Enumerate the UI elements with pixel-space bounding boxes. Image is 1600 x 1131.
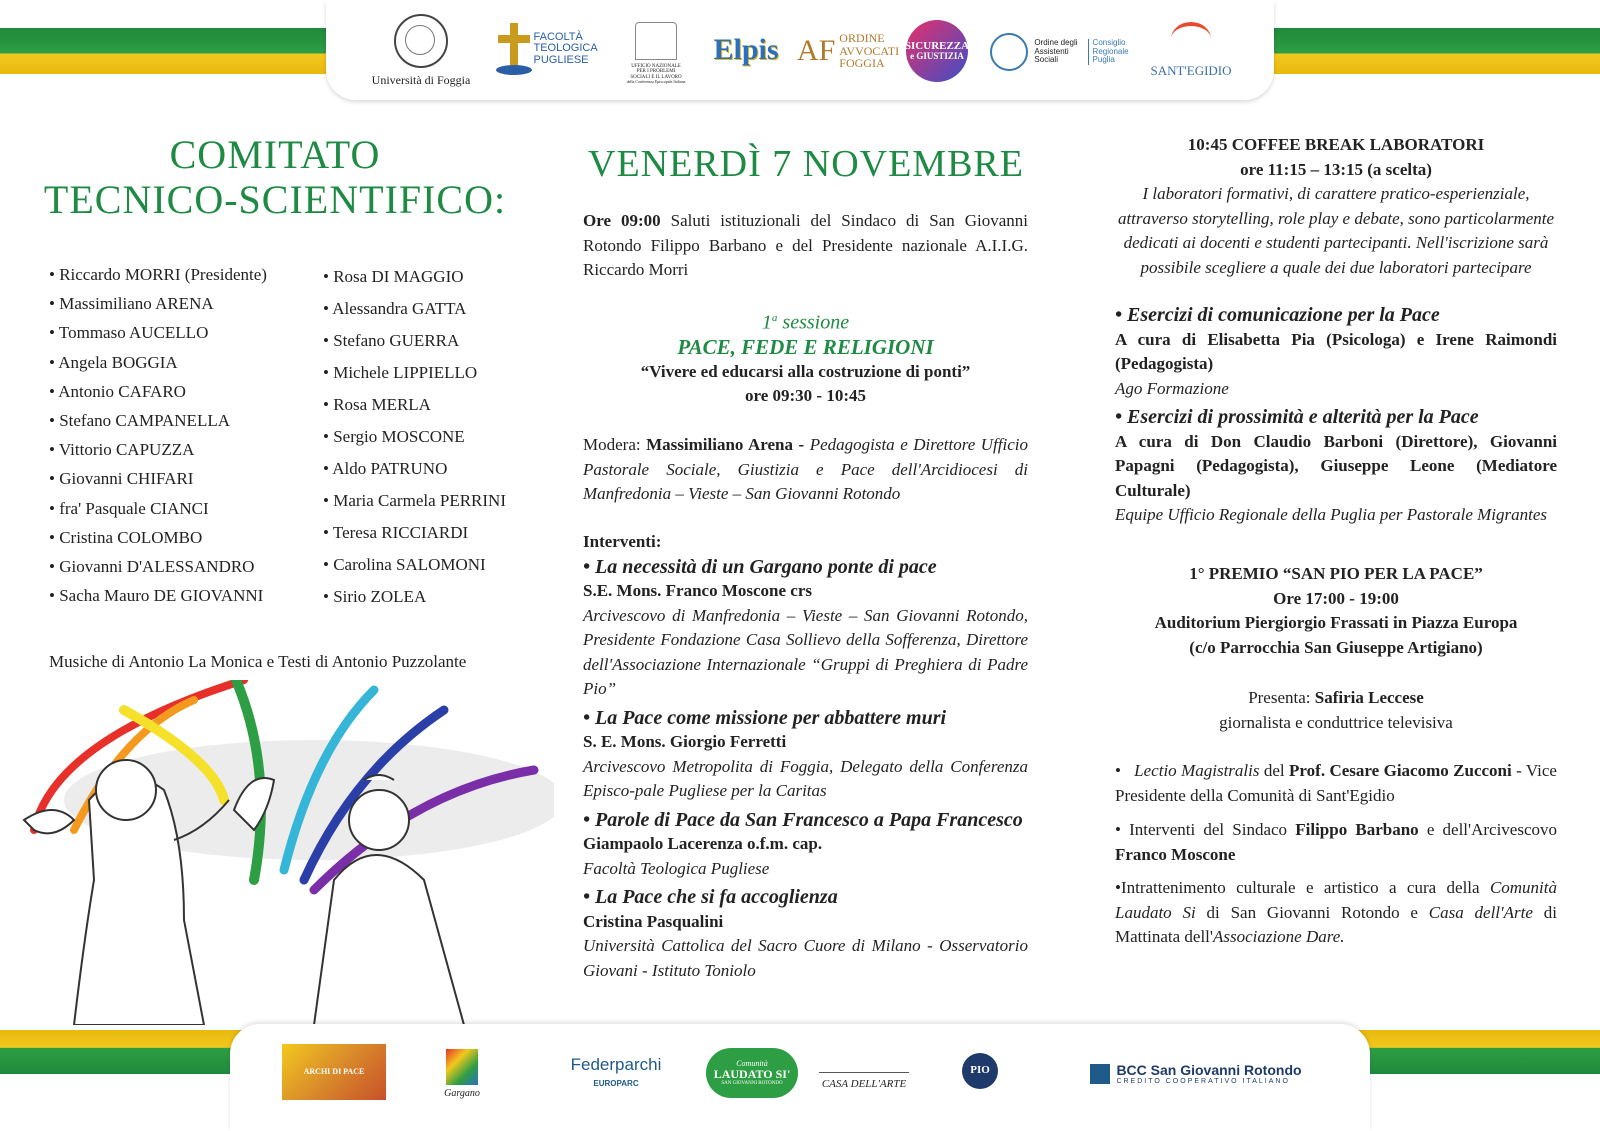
labs <box>1115 303 1557 528</box>
member: • fra' Pasquale CIANCI <box>49 494 267 523</box>
intervention-speaker: Cristina Pasqualini <box>583 911 724 931</box>
coffee-break-block <box>1115 133 1557 280</box>
pio-icon: PIO <box>962 1053 998 1089</box>
prize-venue: Auditorium Piergiorgio Frassati in Piazza Europa <box>1154 613 1518 632</box>
members-list-1 <box>49 260 267 610</box>
prize-block <box>1115 562 1557 660</box>
lab-description: I laboratori formativi, di carattere pratico-esperienziale, attraverso storytelling, role play e debate, sono particolarmente dedicati ai docenti e studenti partecipanti. Nell'iscrizione sarà possibile scegliere a quale dei due laboratori partecipare <box>1117 184 1555 277</box>
member: • Teresa RICCIARDI <box>323 518 506 550</box>
member: • Aldo PATRUNO <box>323 454 506 486</box>
interventi-sindaco: • Interventi del Sindaco Filippo Barbano e dell'Arcivescovo Franco Moscone <box>1115 820 1557 864</box>
saints-illustration <box>14 680 554 1025</box>
laudato-si-logo: Comunità LAUDATO SI' SAN GIOVANNI ROTONDO <box>706 1048 798 1098</box>
member: • Stefano CAMPANELLA <box>49 406 267 435</box>
music-credits: Musiche di Antonio La Monica e Testi di Antonio Puzzolante <box>49 652 467 671</box>
lab-org: Ago Formazione <box>1115 378 1229 398</box>
member: • Riccardo MORRI (Presidente) <box>49 260 267 289</box>
lab-curator: A cura di Elisabetta Pia (Psicologa) e Irene Raimondi (Pedagogista) <box>1115 329 1557 373</box>
unifg-logo: Università di Foggia <box>366 12 476 88</box>
member: • Sacha Mauro DE GIOVANNI <box>49 581 267 610</box>
flower-icon <box>990 33 1028 71</box>
intrattenimento: •Intrattenimento culturale e artistico a cura della Comunità Laudato Si di San Giovanni Rotondo e Casa dell'Arte di Mattinata dell'Associazione Dare. <box>1115 878 1557 946</box>
lab-time: ore 11:15 – 13:15 (a scelta) <box>1240 159 1432 179</box>
presenter-block: Presenta: Safiria Leccese giornalista e conduttrice televisiva <box>1115 686 1557 735</box>
santegidio-logo: SANT'EGIDIO <box>1141 18 1241 82</box>
member: • Maria Carmela PERRINI <box>323 486 506 518</box>
member: • Michele LIPPIELLO <box>323 358 506 390</box>
lab-title: • Esercizi di prossimità e alterità per la Pace <box>1115 406 1479 428</box>
intervention-speaker: S.E. Mons. Franco Moscone crs <box>583 581 813 600</box>
member: • Alessandra GATTA <box>323 294 506 326</box>
archi-di-pace-logo: ARCHI DI PACE <box>282 1044 386 1100</box>
prize-time: Ore 17:00 - 19:00 <box>1273 588 1399 608</box>
coffee-break: 10:45 COFFEE BREAK LABORATORI <box>1187 135 1485 154</box>
elpis-logo: Elpis <box>713 33 779 67</box>
gargano-logo: Gargano <box>442 1044 482 1104</box>
gargano-icon <box>446 1049 478 1085</box>
sicurezza-giustizia-logo: SICUREZZA e GIUSTIZIA <box>906 20 968 82</box>
houses-icon <box>819 1054 909 1073</box>
facolta-logo: FACOLTÀ TEOLOGICA PUGLIESE <box>486 14 611 84</box>
member: • Rosa DI MAGGIO <box>323 262 506 294</box>
opening-greetings: Ore 09:00 Saluti istituzionali del Sindaco di San Giovanni Rotondo Filippo Barbano e del Presidente nazionale A.I.I.G. Riccardo Morri <box>583 211 1029 279</box>
intervention-title: • Parole di Pace da San Francesco a Papa Francesco <box>583 808 1023 831</box>
intervention-role: Arcivescovo di Manfredonia – Vieste – San Giovanni Rotondo, Presidente Fondazione Casa Sollievo della Sofferenza, Direttore dell'Associazione Internazionale “Gruppi di Preghiera di Padre Pio” <box>583 605 1028 698</box>
session-time: ore 09:30 - 10:45 <box>744 386 867 406</box>
comitato-title: COMITATO TECNICO-SCIENTIFICO: <box>43 132 507 222</box>
lab-curator: A cura di Don Claudio Barboni (Direttore), Giovanni Papagni (Pedagogista), Giuseppe Leone (Mediatore Culturale) <box>1115 431 1557 500</box>
member: • Stefano GUERRA <box>323 326 506 358</box>
session-block <box>583 306 1028 409</box>
dove-rainbow-icon <box>1171 22 1211 56</box>
lab-org: Equipe Ufficio Regionale della Puglia per Pastorale Migrantes <box>1115 505 1548 524</box>
lab-title: • Esercizi di comunicazione per la Pace <box>1115 304 1440 326</box>
ordine-assistenti-logo: Ordine degli Assistenti Sociali Consiglio Regionale Puglia <box>982 30 1137 74</box>
prize-title: 1° PREMIO “SAN PIO PER LA PACE” <box>1189 564 1483 583</box>
member: • Cristina COLOMBO <box>49 523 267 552</box>
moderator: Modera: Massimiliano Arena - Pedagogista e Direttore Ufficio Pastorale Sociale, Giustizia e Pace dell'Arcidiocesi di Manfredonia – Vieste – San Giovanni Rotondo <box>583 435 1028 503</box>
member: • Massimiliano ARENA <box>49 289 267 318</box>
members-list-2 <box>323 262 506 614</box>
session-label: 1$^a$ sessione <box>761 311 850 334</box>
top-logo-bar <box>326 0 1274 100</box>
member: • Antonio CAFARO <box>49 377 267 406</box>
prize-venue-detail: (c/o Parrocchia San Giuseppe Artigiano) <box>1189 637 1483 657</box>
premio-san-pio-logo <box>930 1048 1030 1094</box>
intervention-title: • La necessità di un Gargano ponte di pace <box>583 555 937 578</box>
intervention-speaker: Giampaolo Lacerenza o.f.m. cap. <box>583 834 823 853</box>
lectio: • Lectio Magistralis del Prof. Cesare Giacomo Zucconi - Vice Presidente della Comunità di Sant'Egidio <box>1115 761 1557 805</box>
interventions-label: Interventi: <box>583 532 662 551</box>
member: • Sirio ZOLEA <box>323 582 506 614</box>
cross-icon <box>494 19 534 79</box>
seal-icon <box>394 14 448 68</box>
date-title: VENERDÌ 7 NOVEMBRE <box>588 143 1024 185</box>
member: • Vittorio CAPUZZA <box>49 435 267 464</box>
bcc-icon <box>1090 1064 1110 1084</box>
presenter-role: giornalista e conduttrice televisiva <box>1219 712 1453 732</box>
bottom-logo-bar <box>230 1024 1370 1131</box>
intervention-role: Facoltà Teologica Pugliese <box>583 858 770 878</box>
member: • Tommaso AUCELLO <box>49 318 267 347</box>
intervention-role: Arcivescovo Metropolita di Foggia, Delegato della Conferenza Episco-pale Pugliese per la Caritas <box>583 756 1028 800</box>
bcc-logo: BCC San Giovanni Rotondo CREDITO COOPERATIVO ITALIANO <box>1086 1054 1306 1094</box>
member: • Carolina SALOMONI <box>323 550 506 582</box>
session-subtitle: “Vivere ed educarsi alla costruzione di ponti” <box>640 361 971 381</box>
saints-icon <box>635 22 677 60</box>
session-title: PACE, FEDE E RELIGIONI <box>677 335 934 360</box>
casa-dell-arte-logo: CASA DELL'ARTE <box>814 1046 914 1098</box>
member: • Giovanni CHIFARI <box>49 464 267 493</box>
member: • Giovanni D'ALESSANDRO <box>49 552 267 581</box>
intervention-title: • La Pace come missione per abbattere muri <box>583 706 947 729</box>
intervention-role: Università Cattolica del Sacro Cuore di Milano - Osservatorio Giovani - Istituto Toniolo <box>583 936 1028 980</box>
federparchi-logo: Federparchi EUROPARC <box>570 1054 662 1088</box>
member: • Angela BOGGIA <box>49 348 267 377</box>
ufficio-nazionale-logo: UFFICIO NAZIONALE PER I PROBLEMI SOCIALI E IL LAVORO della Conferenza Episcopale Italiana <box>616 14 696 92</box>
intervention-speaker: S. E. Mons. Giorgio Ferretti <box>583 732 787 751</box>
member: • Rosa MERLA <box>323 390 506 422</box>
ordine-avvocati-logo: AF ORDINE AVVOCATI FOGGIA <box>796 31 900 71</box>
interventions <box>583 530 1028 983</box>
intervention-title: • La Pace che si fa accoglienza <box>583 886 838 908</box>
member: • Sergio MOSCONE <box>323 422 506 454</box>
